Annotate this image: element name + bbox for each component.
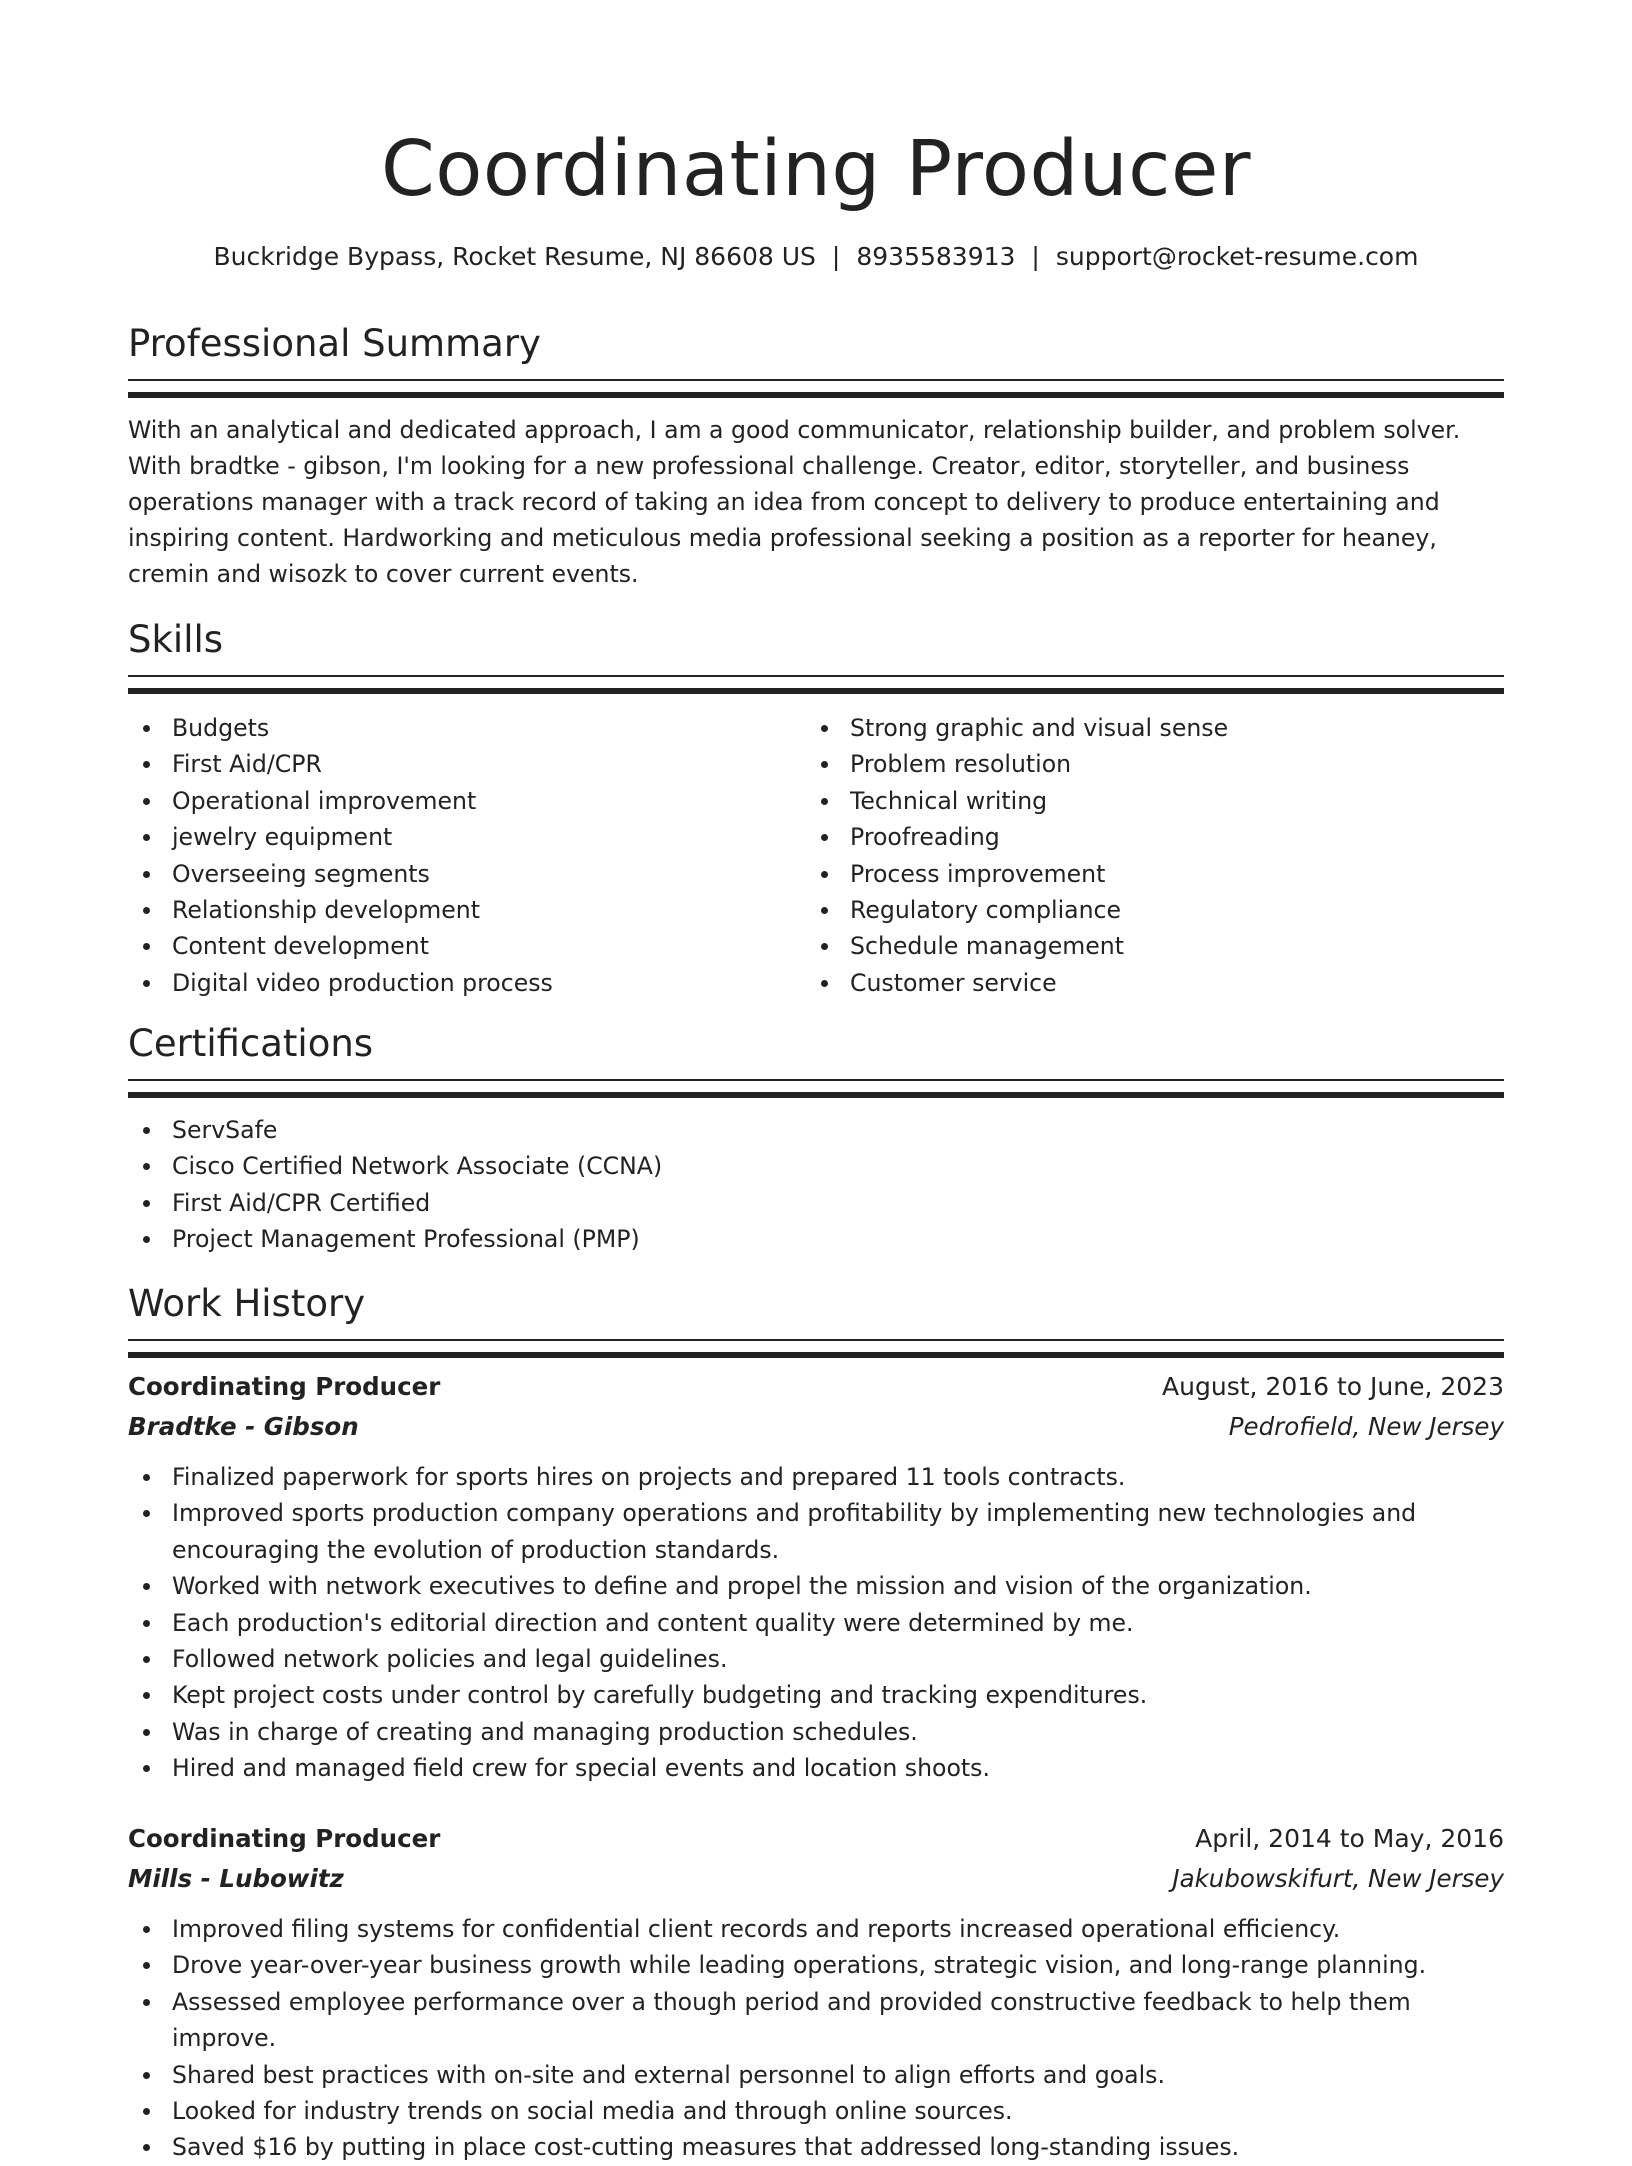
- job-bullet: Kept project costs under control by carefully budgeting and tracking expenditures.: [128, 1677, 1504, 1713]
- contact-email[interactable]: support@rocket-resume.com: [1055, 242, 1419, 271]
- skill-item: Schedule management: [806, 928, 1484, 964]
- skill-item: Regulatory compliance: [806, 892, 1484, 928]
- summary-text: With an analytical and dedicated approach, I am a good communicator, relationship builder, and problem solver. With bradtke - gibson, I'm looking for a new professional challenge. Creator, editor, storyteller, and business operations manager with a track record of taking an idea from concept to delivery to produce entertaining and inspiring content. Hardworking and meticulous media professional seeking a position as a reporter for heaney, cremin and wisozk to cover current events.: [128, 416, 1461, 588]
- skill-item: Operational improvement: [128, 783, 806, 819]
- summary-section: [128, 321, 1504, 592]
- section-divider: [128, 1339, 1504, 1358]
- job-bullet: Worked with network executives to define and propel the mission and vision of the organization.: [128, 1568, 1504, 1604]
- contact-line: [128, 240, 1504, 274]
- job-company: Mills - Lubowitz: [128, 1864, 344, 1893]
- job-entry: [128, 1367, 1504, 1787]
- job-bullet: Hired and managed field crew for special events and location shoots.: [128, 1750, 1504, 1786]
- skill-item: Strong graphic and visual sense: [806, 710, 1484, 746]
- job-bullet: Improved filing systems for confidential client records and reports increased operational efficiency.: [128, 1911, 1504, 1947]
- skills-list-left: [128, 710, 806, 1001]
- section-title-skills: Skills: [128, 618, 224, 661]
- skill-item: Content development: [128, 928, 806, 964]
- section-title-work-history: Work History: [128, 1282, 366, 1325]
- contact-phone: 8935583913: [856, 242, 1016, 271]
- skill-item: Relationship development: [128, 892, 806, 928]
- contact-separator: |: [831, 242, 841, 271]
- skill-item: Digital video production process: [128, 965, 806, 1001]
- job-title: Coordinating Producer: [128, 1824, 441, 1853]
- section-divider: [128, 675, 1504, 694]
- skill-item: Proofreading: [806, 819, 1484, 855]
- contact-address: Buckridge Bypass, Rocket Resume, NJ 86608 US: [213, 242, 816, 271]
- section-divider: [128, 1079, 1504, 1098]
- candidate-name: Coordinating Producer: [381, 125, 1251, 214]
- skills-section: [128, 617, 1504, 1001]
- certifications-section: [128, 1021, 1504, 1258]
- job-company: Bradtke - Gibson: [128, 1412, 359, 1441]
- job-location: Pedrofield, New Jersey: [1228, 1412, 1504, 1441]
- work-history-section: [128, 1281, 1504, 1358]
- job-bullet: Looked for industry trends on social media and through online sources.: [128, 2093, 1504, 2129]
- job-title: Coordinating Producer: [128, 1372, 441, 1401]
- job-bullet: Improved sports production company operations and profitability by implementing new technologies and encouraging the evolution of production standards.: [128, 1495, 1504, 1568]
- skill-item: First Aid/CPR: [128, 746, 806, 782]
- job-bullet: Drove year-over-year business growth while leading operations, strategic vision, and long-range planning.: [128, 1947, 1504, 1983]
- section-title-certifications: Certifications: [128, 1022, 374, 1065]
- section-divider: [128, 379, 1504, 398]
- skills-columns: [128, 710, 1504, 1001]
- job-location: Jakubowskifurt, New Jersey: [1172, 1864, 1504, 1893]
- certification-item: Project Management Professional (PMP): [128, 1221, 1504, 1257]
- job-dates: April, 2014 to May, 2016: [1195, 1824, 1504, 1853]
- job-bullet: Each production's editorial direction and content quality were determined by me.: [128, 1605, 1504, 1641]
- skill-item: jewelry equipment: [128, 819, 806, 855]
- skills-list-right: [806, 710, 1484, 1001]
- skill-item: Customer service: [806, 965, 1484, 1001]
- job-entry: [128, 1819, 1504, 2166]
- job-bullet: Followed network policies and legal guidelines.: [128, 1641, 1504, 1677]
- job-bullet: Finalized paperwork for sports hires on projects and prepared 11 tools contracts.: [128, 1459, 1504, 1495]
- certification-item: First Aid/CPR Certified: [128, 1185, 1504, 1221]
- job-bullet: Shared best practices with on-site and external personnel to align efforts and goals.: [128, 2057, 1504, 2093]
- section-title-summary: Professional Summary: [128, 322, 541, 365]
- job-subheader: [128, 1859, 1504, 1899]
- job-dates: August, 2016 to June, 2023: [1162, 1372, 1504, 1401]
- job-header: [128, 1367, 1504, 1407]
- contact-separator: |: [1031, 242, 1040, 271]
- job-bullets: [128, 1911, 1504, 2166]
- certifications-list: [128, 1112, 1504, 1258]
- job-bullet: Saved $16 by putting in place cost-cutting measures that addressed long-standing issues.: [128, 2129, 1504, 2165]
- job-bullets: [128, 1459, 1504, 1787]
- job-header: [128, 1819, 1504, 1859]
- skill-item: Overseeing segments: [128, 856, 806, 892]
- skill-item: Technical writing: [806, 783, 1484, 819]
- certification-item: Cisco Certified Network Associate (CCNA): [128, 1148, 1504, 1184]
- skill-item: Process improvement: [806, 856, 1484, 892]
- certification-item: ServSafe: [128, 1112, 1504, 1148]
- job-bullet: Was in charge of creating and managing production schedules.: [128, 1714, 1504, 1750]
- job-subheader: [128, 1407, 1504, 1447]
- skill-item: Budgets: [128, 710, 806, 746]
- skill-item: Problem resolution: [806, 746, 1484, 782]
- job-bullet: Assessed employee performance over a though period and provided constructive feedback to help them improve.: [128, 1984, 1504, 2057]
